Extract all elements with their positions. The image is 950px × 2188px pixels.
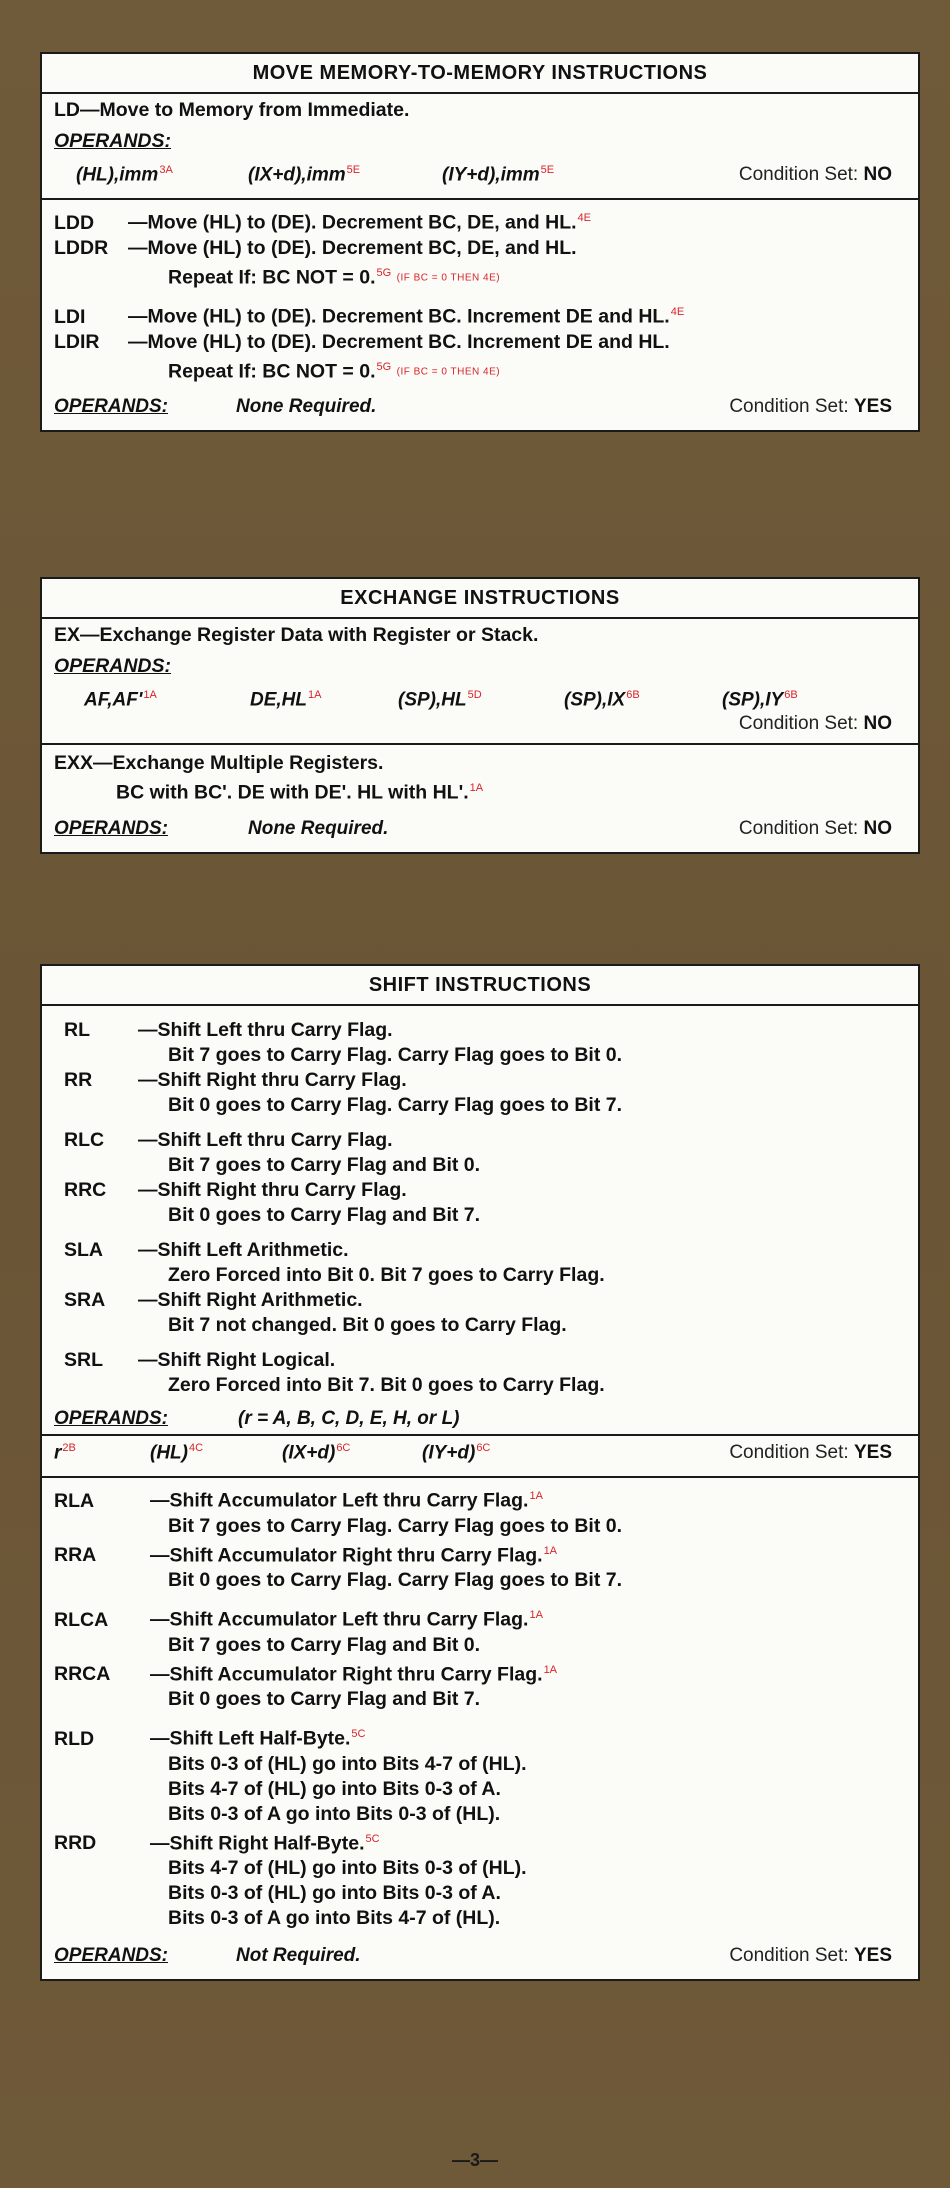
exchange-card-title: EXCHANGE INSTRUCTIONS bbox=[42, 579, 918, 619]
shift-card bbox=[40, 964, 920, 1981]
rrd-detail: Bits 0-3 of A go into Bits 4-7 of (HL). bbox=[168, 1907, 501, 1929]
exchange-operands-row-2 bbox=[54, 814, 906, 848]
operand-r: $r^{2B}$ bbox=[54, 1442, 76, 1464]
ldir-repeat: Repeat If: BC NOT = 0.$^{5G}$ (IF BC = 0 THEN 4E) bbox=[168, 360, 501, 382]
rr-line: RR —Shift Right thru Carry Flag. bbox=[64, 1069, 407, 1091]
rlc-line: RLC —Shift Left thru Carry Flag. bbox=[64, 1129, 393, 1151]
ldd-line: LDD —Move (HL) to (DE). Decrement BC, DE, and HL.$^{4E}$ bbox=[54, 211, 591, 234]
shift-operands-row-2 bbox=[54, 1941, 906, 1975]
operand-ix-imm: (IX+d),imm$^{5E}$ bbox=[248, 164, 361, 186]
rld-detail: Bits 0-3 of (HL) go into Bits 4-7 of (HL). bbox=[168, 1752, 527, 1775]
operands-label: OPERANDS: bbox=[54, 396, 169, 417]
exchange-card bbox=[40, 577, 920, 854]
rld-detail: Bits 0-3 of A go into Bits 0-3 of (HL). bbox=[168, 1802, 501, 1825]
operand-af: $AF,AF'^{1A}$ bbox=[84, 689, 157, 711]
condition-set: Condition Set: NO bbox=[738, 817, 892, 839]
rrd-detail: Bits 0-3 of (HL) go into Bits 0-3 of A. bbox=[168, 1882, 501, 1904]
operand-sp-ix: $(SP),IX^{6B}$ bbox=[564, 689, 640, 711]
operands-register-set: (r = A, B, C, D, E, H, or L) bbox=[238, 1408, 460, 1429]
srl-detail: Zero Forced into Bit 7. Bit 0 goes to Carry Flag. bbox=[168, 1374, 605, 1396]
exx-section bbox=[42, 745, 918, 852]
lddr-line: LDDR —Move (HL) to (DE). Decrement BC, DE, and HL. bbox=[54, 236, 577, 259]
ldd-ldi-section bbox=[42, 200, 918, 430]
rra-detail: Bit 0 goes to Carry Flag. Carry Flag goes to Bit 7. bbox=[168, 1569, 623, 1591]
ldir-line: LDIR —Move (HL) to (DE). Decrement BC. Increment DE and HL. bbox=[54, 330, 670, 353]
condition-set: Condition Set: YES bbox=[729, 1442, 892, 1463]
ldi-line: LDI —Move (HL) to (DE). Decrement BC. Increment DE and HL.$^{4E}$ bbox=[54, 305, 685, 328]
shift-operands-row bbox=[54, 1438, 906, 1472]
page-number: —3— bbox=[451, 2150, 498, 2170]
operands-none: None Required. bbox=[248, 817, 389, 839]
shift-group1-section bbox=[42, 1006, 918, 1478]
operand-hl: (HL)$^{4C}$ bbox=[150, 1442, 204, 1464]
ex-section bbox=[42, 619, 918, 745]
operand-ix-d: $(IX+d)^{6C}$ bbox=[282, 1442, 351, 1464]
sla-detail: Zero Forced into Bit 0. Bit 7 goes to Carry Flag. bbox=[168, 1264, 605, 1286]
rla-line: RLA —Shift Accumulator Left thru Carry Flag.$^{1A}$ bbox=[54, 1489, 543, 1512]
operand-iy-imm: (IY+d),imm$^{5E}$ bbox=[442, 164, 555, 186]
ld-section bbox=[42, 94, 918, 200]
rra-line: RRA —Shift Accumulator Right thru Carry Flag.$^{1A}$ bbox=[54, 1544, 558, 1566]
move-memory-card bbox=[40, 52, 920, 432]
shift-operands-label-row bbox=[54, 1404, 906, 1434]
sla-line: SLA —Shift Left Arithmetic. bbox=[64, 1239, 349, 1261]
rlc-detail: Bit 7 goes to Carry Flag and Bit 0. bbox=[168, 1154, 481, 1176]
rlca-line: RLCA —Shift Accumulator Left thru Carry Flag.$^{1A}$ bbox=[54, 1608, 543, 1631]
condition-set: Condition Set: YES bbox=[729, 396, 892, 417]
sra-detail: Bit 7 not changed. Bit 0 goes to Carry Flag. bbox=[168, 1314, 567, 1336]
rla-detail: Bit 7 goes to Carry Flag. Carry Flag goes to Bit 0. bbox=[168, 1514, 623, 1537]
exx-detail: BC with BC'. DE with DE'. HL with HL'.$^{1A}$ bbox=[116, 781, 484, 804]
operand-hl-imm: (HL),imm$^{3A}$ bbox=[76, 164, 173, 186]
shift-group2-section bbox=[42, 1478, 918, 1979]
operand-sp-hl: $(SP),HL^{5D}$ bbox=[398, 689, 482, 711]
operand-sp-iy: $(SP),IY^{6B}$ bbox=[722, 689, 798, 711]
rrca-line: RRCA —Shift Accumulator Right thru Carry Flag.$^{1A}$ bbox=[54, 1663, 558, 1685]
rld-line: RLD —Shift Left Half-Byte.$^{5C}$ bbox=[54, 1727, 366, 1750]
rlca-detail: Bit 7 goes to Carry Flag and Bit 0. bbox=[168, 1633, 481, 1656]
condition-set: Condition Set: YES bbox=[729, 1945, 892, 1966]
condition-set: Condition Set: NO bbox=[738, 164, 892, 185]
rrd-detail: Bits 4-7 of (HL) go into Bits 0-3 of (HL). bbox=[168, 1857, 527, 1879]
ex-line: EX—Exchange Register Data with Register or Stack. bbox=[54, 624, 539, 646]
operand-de-hl: $DE,HL^{1A}$ bbox=[250, 689, 322, 711]
operands-not-required: Not Required. bbox=[236, 1945, 361, 1966]
move-card-title: MOVE MEMORY-TO-MEMORY INSTRUCTIONS bbox=[42, 54, 918, 94]
rl-detail: Bit 7 goes to Carry Flag. Carry Flag goes to Bit 0. bbox=[168, 1044, 623, 1066]
operands-none: None Required. bbox=[236, 396, 377, 417]
rld-detail: Bits 4-7 of (HL) go into Bits 0-3 of A. bbox=[168, 1777, 501, 1800]
operands-label: OPERANDS: bbox=[54, 1408, 169, 1429]
rrc-detail: Bit 0 goes to Carry Flag and Bit 7. bbox=[168, 1204, 481, 1226]
move-operands-row-2 bbox=[54, 392, 906, 426]
rrc-line: RRC —Shift Right thru Carry Flag. bbox=[64, 1179, 407, 1201]
operands-label: OPERANDS: bbox=[54, 655, 172, 677]
exchange-operands-row bbox=[54, 685, 906, 739]
operand-iy-d: $(IY+d)^{6C}$ bbox=[422, 1442, 491, 1464]
srl-line: SRL —Shift Right Logical. bbox=[64, 1349, 336, 1371]
rrd-line: RRD —Shift Right Half-Byte.$^{5C}$ bbox=[54, 1832, 380, 1854]
rr-detail: Bit 0 goes to Carry Flag. Carry Flag goes to Bit 7. bbox=[168, 1094, 623, 1116]
exx-line: EXX—Exchange Multiple Registers. bbox=[54, 752, 384, 774]
lddr-repeat: Repeat If: BC NOT = 0.$^{5G}$ (IF BC = 0 THEN 4E) bbox=[168, 266, 501, 288]
move-operands-row bbox=[54, 160, 906, 194]
operands-label: OPERANDS: bbox=[54, 1945, 169, 1966]
rl-line: RL —Shift Left thru Carry Flag. bbox=[64, 1019, 393, 1041]
rrca-detail: Bit 0 goes to Carry Flag and Bit 7. bbox=[168, 1688, 481, 1710]
shift-card-title: SHIFT INSTRUCTIONS bbox=[42, 966, 918, 1006]
condition-set: Condition Set: NO bbox=[738, 713, 892, 734]
operands-label: OPERANDS: bbox=[54, 130, 172, 152]
operands-label: OPERANDS: bbox=[54, 817, 169, 839]
ld-line: LD—Move to Memory from Immediate. bbox=[54, 99, 410, 121]
sra-line: SRA —Shift Right Arithmetic. bbox=[64, 1289, 363, 1311]
